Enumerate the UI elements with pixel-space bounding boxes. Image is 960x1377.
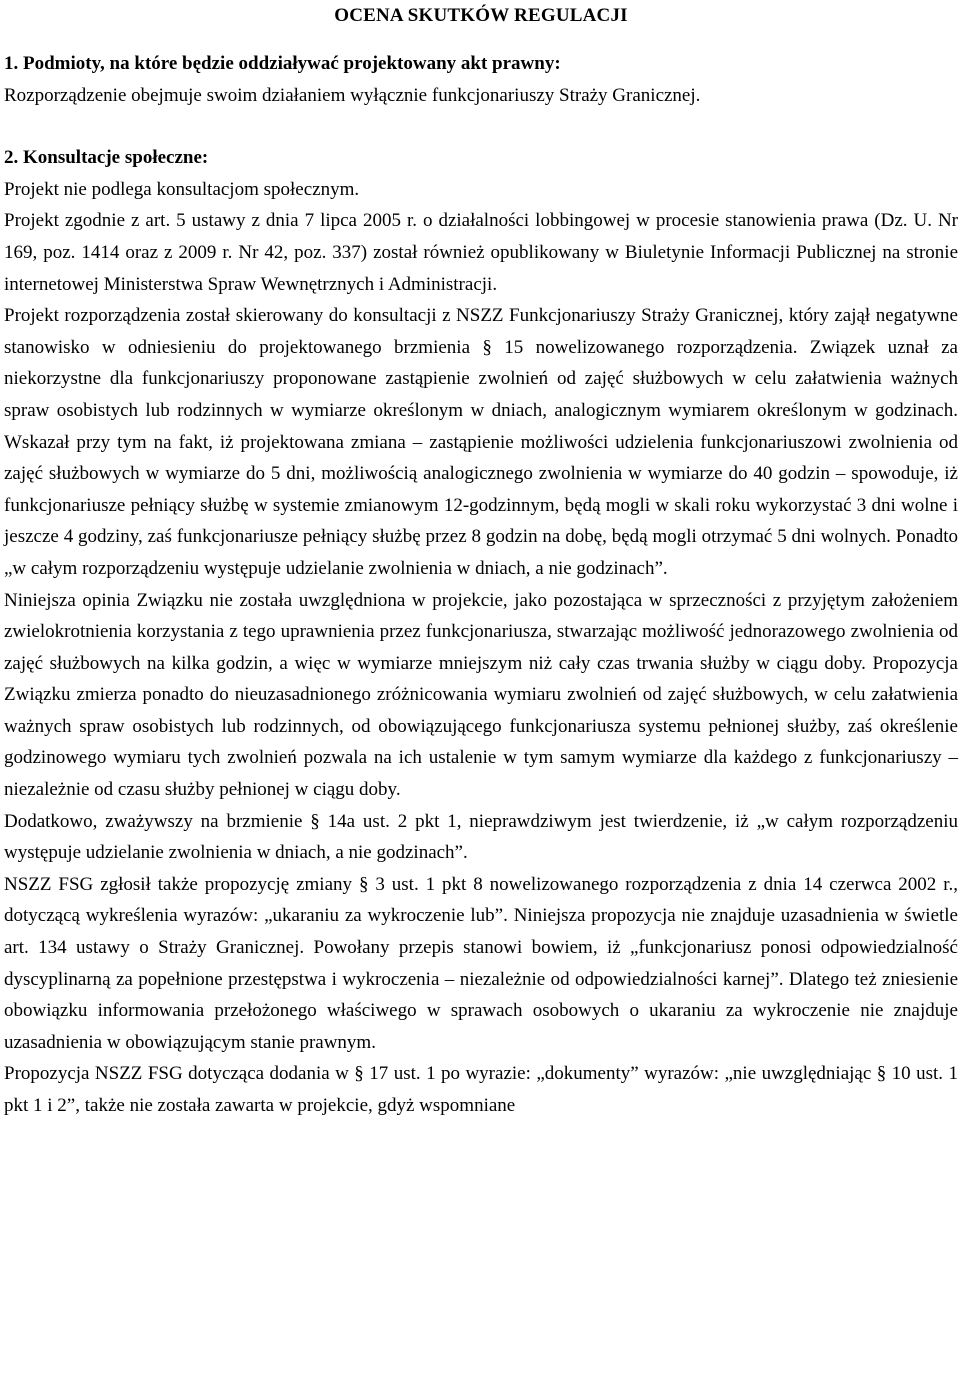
section-1-paragraph: Rozporządzenie obejmuje swoim działaniem wyłącznie funkcjonariuszy Straży Granicznej. xyxy=(4,84,701,106)
section-2-paragraph-2: Projekt zgodnie z art. 5 ustawy z dnia 7 lipca 2005 r. o działalności lobbingowej w procesie stanowienia prawa (Dz. U. Nr 169, poz. 1414 oraz z 2009 r. Nr 42, poz. 337) został również opublikowany w Biuletynie Informacji Publicznej na stronie internetowej Ministerstwa Spraw Wewnętrznych i Administracji. xyxy=(4,210,958,295)
section-1-heading: 1. Podmioty, na które będzie oddziaływać projektowany akt prawny: xyxy=(4,53,561,74)
section-gap xyxy=(4,111,958,142)
section-2-paragraph-3: Projekt rozporządzenia został skierowany do konsultacji z NSZZ Funkcjonariuszy Straży Granicznej, który zajął negatywne stanowisko w odniesieniu do projektowanego brzmienia § 15 nowelizowanego rozporządzenia. Związek uznał za niekorzystne dla funkcjonariuszy proponowane zastąpienie zwolnień od zajęć służbowych w celu załatwienia ważnych spraw osobistych lub rodzinnych w wymiarze określonym w dniach, analogicznym wymiarem określonym w godzinach. Wskazał przy tym na fakt, iż projektowana zmiana – zastąpienie możliwości udzielenia funkcjonariuszowi zwolnienia od zajęć służbowych w wymiarze do 5 dni, możliwością analogicznego zwolnienia w wymiarze do 40 godzin – spowoduje, iż funkcjonariusze pełniący służbę w systemie zmianowym 12-godzinnym, będą mogli w skali roku wykorzystać 3 dni wolne i jeszcze 4 godziny, zaś funkcjonariusze pełniący służbę przez 8 godzin na dobę, będą mogli otrzymać 5 dni wolnych. Ponadto „w całym rozporządzeniu występuje udzielanie zwolnienia w dniach, a nie godzinach”. xyxy=(4,305,958,579)
section-1 xyxy=(4,48,958,111)
section-2 xyxy=(4,142,958,1121)
section-2-paragraph-7: Propozycja NSZZ FSG dotycząca dodania w § 17 ust. 1 po wyrazie: „dokumenty” wyrazów: „nie uwzględniając § 10 ust. 1 pkt 1 i 2”, także nie została zawarta w projekcie, gdyż wspomniane xyxy=(4,1063,958,1116)
section-2-heading: 2. Konsultacje społeczne: xyxy=(4,147,209,169)
section-2-paragraph-4: Niniejsza opinia Związku nie została uwzględniona w projekcie, jako pozostająca w sprzeczności z przyjętym założeniem zwielokrotnienia korzystania z tego uprawnienia przez funkcjonariusza, stwarzając możliwość jednorazowego zwolnienia od zajęć służbowych na kilka godzin, a więc w wymiarze mniejszym niż cały czas trwania służby w ciągu doby. Propozycja Związku zmierza ponadto do nieuzasadnionego zróżnicowania wymiaru zwolnień od zajęć służbowych, w celu załatwienia ważnych spraw osobistych lub rodzinnych, od obowiązującego funkcjonariusza systemu pełnionej służby, zaś określenie godzinowego wymiaru tych zwolnień pozwala na ich ustalenie w tym samym wymiarze dla każdego z funkcjonariuszy – niezależnie od czasu służby pełnionej w ciągu doby. xyxy=(4,589,958,801)
document-title: OCENA SKUTKÓW REGULACJI xyxy=(334,5,628,26)
section-2-paragraph-5: Dodatkowo, zważywszy na brzmienie § 14a ust. 2 pkt 1, nieprawdziwym jest twierdzenie, iż „w całym rozporządzeniu występuje udzielanie zwolnienia w dniach, a nie godzinach”. xyxy=(4,810,958,864)
section-2-paragraph-6: NSZZ FSG zgłosił także propozycję zmiany § 3 ust. 1 pkt 8 nowelizowanego rozporządzenia z dnia 14 czerwca 2002 r., dotyczącą wykreślenia wyrazów: „ukaraniu za wykroczenie lub”. Niniejsza propozycja nie znajduje uzasadnienia w świetle art. 134 ustawy o Straży Granicznej. Powołany przepis stanowi bowiem, iż „funkcjonariusz ponosi odpowiedzialność dyscyplinarną za popełnione przestępstwa i wykroczenia – niezależnie od odpowiedzialności karnej”. Dlatego też zniesienie obowiązku informowania przełożonego właściwego w sprawach osobowych o ukaraniu za wykroczenie nie znajduje uzasadnienia w obowiązującym stanie prawnym. xyxy=(4,873,958,1053)
section-2-paragraph-1: Projekt nie podlega konsultacjom społecznym. xyxy=(4,178,360,200)
document-page xyxy=(4,1,958,1122)
